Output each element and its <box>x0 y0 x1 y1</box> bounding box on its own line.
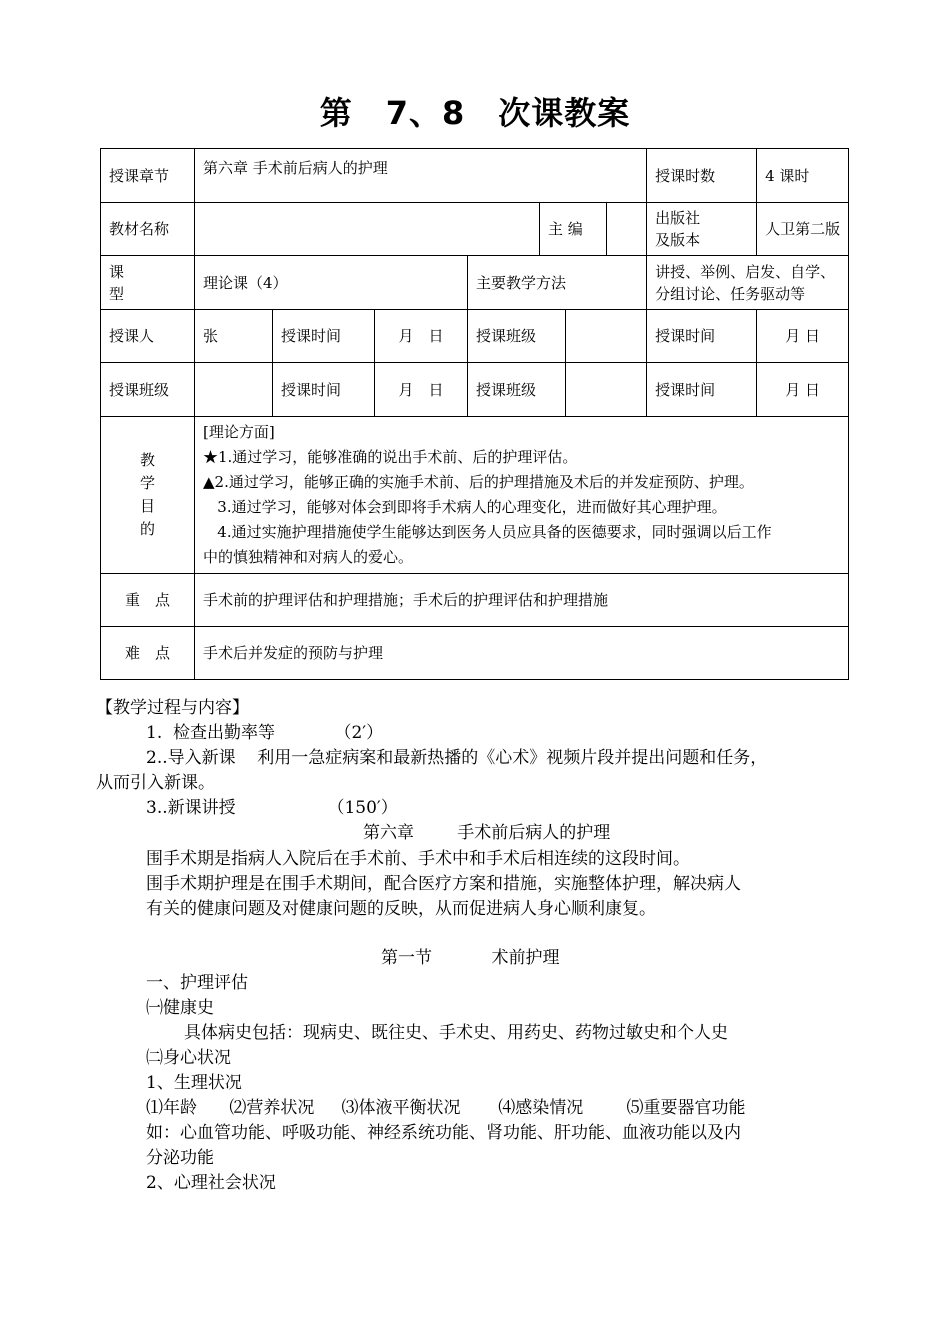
definition-2-line-1: 围手术期护理是在围手术期间，配合医疗方案和措施，实施整体护理，解决病人 <box>146 874 741 894</box>
definition-1: 围手术期是指病人入院后在手术前、手术中和手术后相连续的这段时间。 <box>146 849 690 869</box>
physio-line-2: 分泌功能 <box>146 1148 214 1168</box>
definition-2-line-2: 有关的健康问题及对健康问题的反映，从而促进病人身心顺利康复。 <box>146 899 656 919</box>
time-label-2: 授课时间 <box>647 310 757 363</box>
section-item-1-2: ㈡身心状况 <box>146 1048 231 1068</box>
goals-content <box>195 417 849 574</box>
chapter-heading: 第六章 手术前后病人的护理 <box>363 823 611 843</box>
editor-value <box>607 203 647 256</box>
section-item-1-2-2: 2、心理社会状况 <box>146 1173 276 1193</box>
goal-line: [理论方面] <box>203 423 275 441</box>
class-label: 授课班级 <box>468 310 566 363</box>
publisher-label-line-1: 出版社 <box>655 209 701 227</box>
publisher-label-line-2: 及版本 <box>655 231 701 249</box>
step-2-line-2: 从而引入新课。 <box>96 773 215 793</box>
process-heading: 【教学过程与内容】 <box>96 698 249 718</box>
textbook-label: 教材名称 <box>101 203 195 256</box>
difficulty-label: 难 点 <box>101 627 195 680</box>
goal-line: ▲2.通过学习，能够正确的实施手术前、后的护理措施及术后的并发症预防、护理。 <box>203 473 754 491</box>
class-label-row2-b: 授课班级 <box>468 363 566 417</box>
method-value-line-2: 分组讨论、任务驱动等 <box>655 284 806 303</box>
section-item-1-2-1: 1、生理状况 <box>146 1073 242 1093</box>
publisher-label <box>647 203 757 256</box>
time-value-2: 月 日 <box>757 310 849 363</box>
key-points-value: 手术前的护理评估和护理措施；手术后的护理评估和护理措施 <box>195 574 849 627</box>
section-item-1: 一、护理评估 <box>146 973 248 993</box>
time-value-row2: 月 日 <box>375 363 468 417</box>
key-points-label: 重 点 <box>101 574 195 627</box>
step-2-line-1: 2..导入新课 利用一急症病案和最新热播的《心术》视频片段并提出问题和任务， <box>146 748 768 768</box>
goal-line: 4.通过实施护理措施使学生能够达到医务人员应具备的医德要求，同时强调以后工作 <box>203 523 772 541</box>
class-label-row2: 授课班级 <box>101 363 195 417</box>
physio-items: ⑴年龄 ⑵营养状况 ⑶体液平衡状况 ⑷感染情况 ⑸重要器官功能 <box>146 1098 746 1118</box>
editor-label: 主 编 <box>540 203 607 256</box>
goals-label-char: 学 <box>139 474 155 492</box>
teacher-value: 张 <box>195 310 273 363</box>
goals-label-char: 的 <box>139 520 155 538</box>
goals-label <box>101 417 195 574</box>
type-value: 理论课（4） <box>195 256 468 310</box>
section-heading: 第一节 术前护理 <box>381 948 560 968</box>
time-label: 授课时间 <box>273 310 375 363</box>
chapter-value: 第六章 手术前后病人的护理 <box>195 149 647 203</box>
step-1: 1. 检查出勤率等 （2′） <box>146 723 384 743</box>
time-label-row2-b: 授课时间 <box>647 363 757 417</box>
type-label: 课 型 <box>101 256 195 310</box>
publisher-value: 人卫第二版 <box>757 203 849 256</box>
goal-line: 3.通过学习，能够对体会到即将手术病人的心理变化，进而做好其心理护理。 <box>203 498 727 516</box>
method-value-line-1: 讲授、举例、启发、自学、 <box>655 262 836 281</box>
method-value <box>647 256 849 310</box>
physio-line-1: 如：心血管功能、呼吸功能、神经系统功能、肾功能、肝功能、血液功能以及内 <box>146 1123 741 1143</box>
section-item-1-1-text: 具体病史包括：现病史、既往史、手术史、用药史、药物过敏史和个人史 <box>184 1023 728 1043</box>
goals-label-char: 教 <box>139 451 155 469</box>
class-value-row2 <box>195 363 273 417</box>
class-value-row2-b <box>566 363 647 417</box>
goal-line: 中的慎独精神和对病人的爱心。 <box>203 548 414 566</box>
hours-value: 4 课时 <box>757 149 849 203</box>
chapter-label: 授课章节 <box>101 149 195 203</box>
lesson-info-table <box>100 148 849 680</box>
section-item-1-1: ㈠健康史 <box>146 998 214 1018</box>
method-label: 主要教学方法 <box>468 256 647 310</box>
textbook-value <box>195 203 540 256</box>
teacher-label: 授课人 <box>101 310 195 363</box>
goals-label-char: 目 <box>139 497 155 515</box>
class-value <box>566 310 647 363</box>
goal-line: ★1.通过学习，能够准确的说出手术前、后的护理评估。 <box>203 448 578 466</box>
difficulty-value: 手术后并发症的预防与护理 <box>195 627 849 680</box>
hours-label: 授课时数 <box>647 149 757 203</box>
step-3: 3..新课讲授 （150′） <box>146 798 398 818</box>
time-label-row2: 授课时间 <box>273 363 375 417</box>
page-title: 第 7、8 次课教案 <box>319 94 631 132</box>
time-value: 月 日 <box>375 310 468 363</box>
time-value-row2-b: 月 日 <box>757 363 849 417</box>
